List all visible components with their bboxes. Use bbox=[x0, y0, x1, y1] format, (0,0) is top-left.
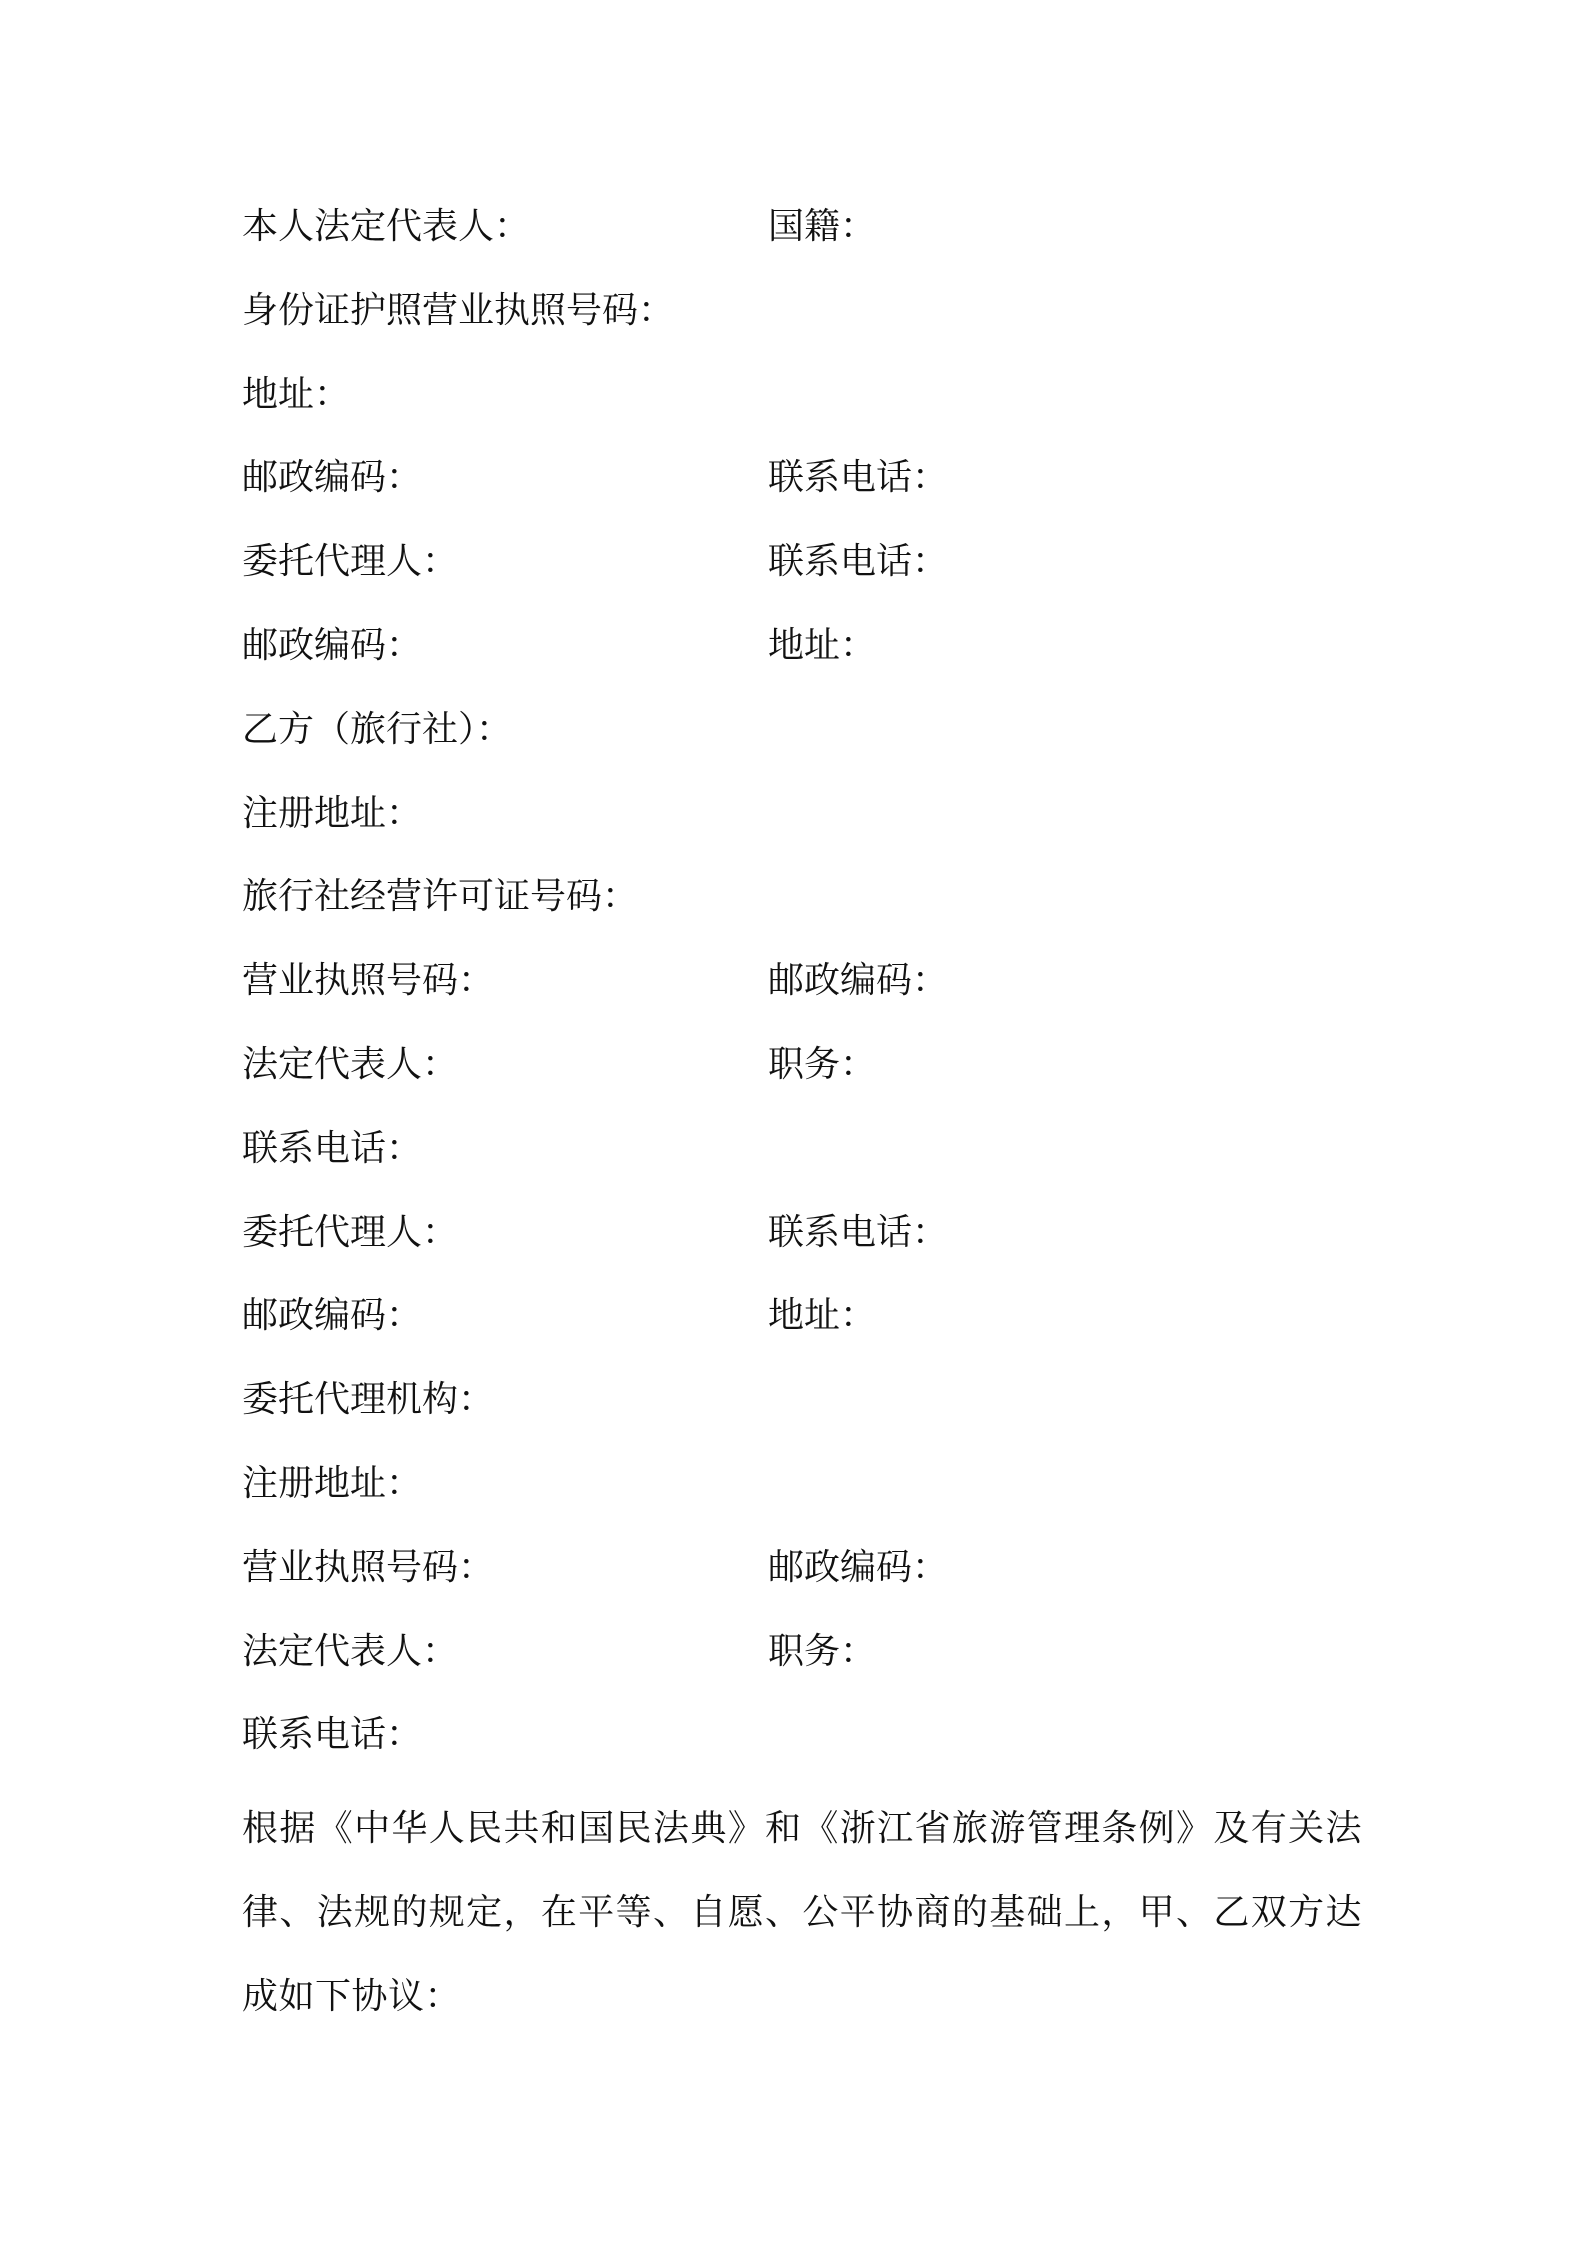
field-label: 联系电话： bbox=[768, 541, 949, 583]
field-row bbox=[242, 698, 1362, 782]
field-label: 国籍： bbox=[768, 206, 877, 247]
field-row bbox=[242, 1368, 1362, 1452]
field-row bbox=[242, 1536, 1362, 1620]
field-label: 委托代理人： bbox=[242, 1211, 459, 1253]
contract-party-info bbox=[242, 195, 1362, 2039]
field-label: 邮政编码： bbox=[768, 960, 949, 1002]
field-row bbox=[242, 195, 1362, 279]
field-label: 邮政编码： bbox=[242, 624, 423, 666]
field-row bbox=[242, 1201, 1362, 1285]
field-row bbox=[242, 614, 1362, 698]
field-label: 地址： bbox=[242, 373, 351, 415]
field-label: 邮政编码： bbox=[768, 1546, 949, 1588]
field-label: 营业执照号码： bbox=[242, 960, 495, 1002]
field-row bbox=[242, 530, 1362, 614]
field-label: 本人法定代表人： bbox=[242, 206, 531, 247]
field-row bbox=[242, 865, 1362, 949]
field-label: 法定代表人： bbox=[242, 1043, 459, 1085]
field-label: 联系电话： bbox=[242, 1714, 423, 1756]
field-row bbox=[242, 949, 1362, 1033]
field-label: 邮政编码： bbox=[242, 457, 423, 499]
field-label: 注册地址： bbox=[242, 792, 423, 834]
field-label: 旅行社经营许可证号码： bbox=[242, 876, 639, 918]
field-label: 营业执照号码： bbox=[242, 1546, 495, 1588]
field-label: 联系电话： bbox=[242, 1127, 423, 1169]
field-label: 委托代理机构： bbox=[242, 1379, 495, 1421]
field-label: 地址： bbox=[768, 1295, 877, 1337]
field-label: 联系电话： bbox=[768, 457, 949, 499]
field-label: 地址： bbox=[768, 624, 877, 666]
field-row bbox=[242, 279, 1362, 363]
section-heading-party-b: 乙方（旅行社）： bbox=[242, 708, 513, 750]
field-row bbox=[242, 1703, 1362, 1787]
field-label: 职务： bbox=[768, 1043, 877, 1085]
field-row bbox=[242, 1620, 1362, 1704]
field-label: 委托代理人： bbox=[242, 541, 459, 583]
field-row bbox=[242, 782, 1362, 866]
field-row bbox=[242, 1284, 1362, 1368]
agreement-preamble: 根据《中华人民共和国民法典》和《浙江省旅游管理条例》及有关法律、法规的规定，在平等、自愿、公平协商的基础上，甲、乙双方达成如下协议： bbox=[242, 1808, 1362, 2017]
field-label: 邮政编码： bbox=[242, 1295, 423, 1337]
field-row bbox=[242, 363, 1362, 447]
field-row bbox=[242, 1452, 1362, 1536]
field-row bbox=[242, 1033, 1362, 1117]
field-label: 法定代表人： bbox=[242, 1630, 459, 1672]
field-label: 身份证护照营业执照号码： bbox=[242, 289, 675, 331]
field-label: 职务： bbox=[768, 1630, 877, 1672]
field-label: 注册地址： bbox=[242, 1462, 423, 1504]
field-row bbox=[242, 446, 1362, 530]
field-row bbox=[242, 1117, 1362, 1201]
field-label: 联系电话： bbox=[768, 1211, 949, 1253]
